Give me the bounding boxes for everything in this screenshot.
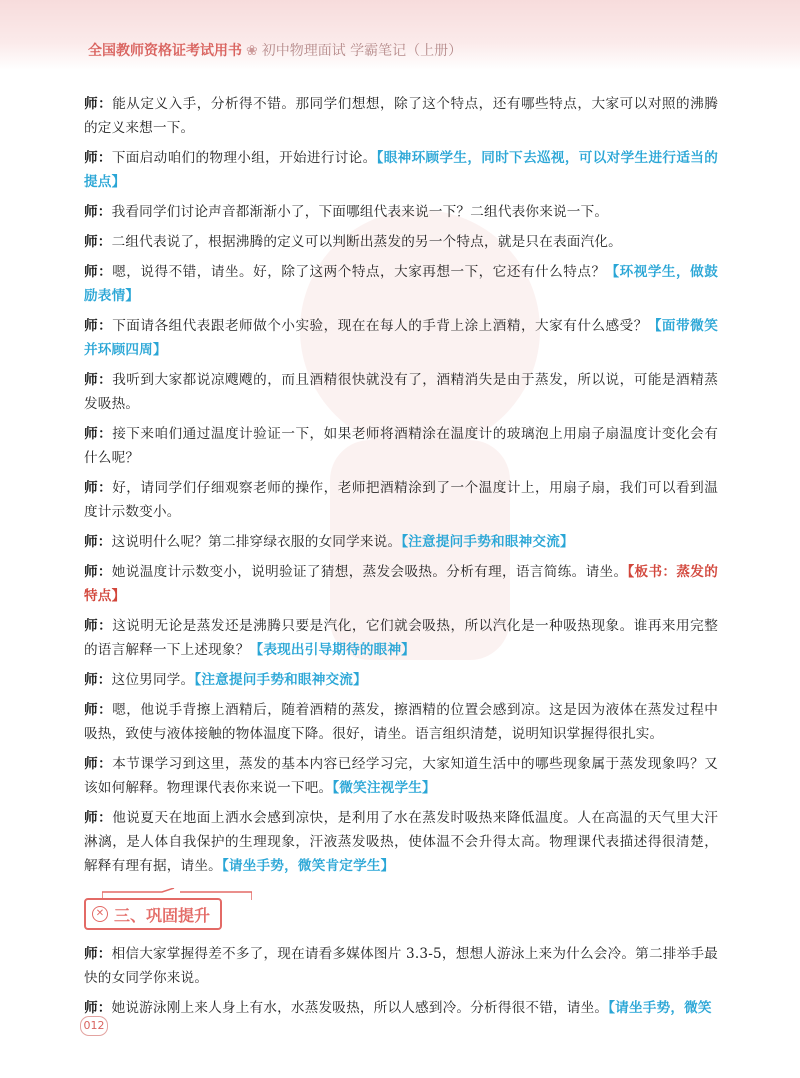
speaker-label: 师： — [84, 264, 113, 280]
speaker-label: 师： — [84, 564, 112, 580]
speaker-label: 师： — [84, 426, 113, 442]
dialogue-line — [84, 230, 718, 254]
teaching-note: 【注意提问手势和眼神交流】 — [194, 672, 367, 688]
dialogue-text: 二组代表说了，根据沸腾的定义可以判断出蒸发的另一个特点，就是只在表面汽化。 — [111, 234, 622, 250]
speaker-label: 师： — [84, 480, 113, 496]
dialogue-text: 我听到大家都说凉飕飕的，而且酒精很快就没有了，酒精消失是由于蒸发，所以说，可能是酒精蒸发吸热。 — [84, 372, 718, 412]
dialogue-line — [84, 942, 718, 990]
dialogue-text: 好，请同学们仔细观察老师的操作，老师把酒精涂到了一个温度计上，用扇子扇，我们可以看到温度计示数变小。 — [84, 480, 718, 520]
speaker-label: 师： — [84, 702, 113, 718]
teaching-note: 【请坐手势，微笑肯定学生】 — [221, 858, 395, 874]
dialogue-text: 这说明无论是蒸发还是沸腾只要是汽化，它们就会吸热，所以汽化是一种吸热现象。谁再来用完整的语言解释一下上述现象？ — [84, 618, 718, 658]
dialogue-line — [84, 530, 718, 554]
dialogue-line — [84, 200, 718, 224]
header-subtitle: 初中物理面试 学霸笔记（上册） — [261, 43, 463, 59]
teaching-note: 【环视学生，做鼓励表情】 — [84, 264, 719, 304]
page-content — [84, 92, 718, 1026]
dialogue-text: 接下来咱们通过温度计验证一下，如果老师将酒精涂在温度计的玻璃泡上用扇子扇温度计变化会有什么呢？ — [84, 426, 718, 466]
dialogue-line — [84, 698, 718, 746]
dialogue-line — [84, 368, 718, 416]
dialogue-line — [84, 752, 718, 800]
circle-x-icon: ✕ — [92, 906, 108, 922]
dialogue-text: 我看同学们讨论声音都渐渐小了，下面哪组代表来说一下？二组代表你来说一下。 — [111, 204, 609, 220]
dialogue-line — [84, 668, 718, 692]
dialogue-text: 本节课学习到这里，蒸发的基本内容已经学习完，大家知道生活中的哪些现象属于蒸发现象吗？又该如何解释。物理课代表你来说一下吧。 — [84, 756, 718, 796]
dialogue-line — [84, 560, 718, 608]
dialogue-line — [84, 476, 718, 524]
dialogue-text: 他说夏天在地面上洒水会感到凉快，是利用了水在蒸发时吸热来降低温度。人在高温的天气里大汗淋漓，是人体自我保护的生理现象，汗液蒸发吸热，使体温不会升得太高。物理课代表描述得很清楚，解释有理有据，请坐。 — [84, 810, 718, 874]
speaker-label: 师： — [84, 204, 112, 220]
dialogue-text: 嗯，说得不错，请坐。好，除了这两个特点，大家再想一下，它还有什么特点？ — [112, 264, 606, 280]
dialogue-text: 嗯，他说手背擦上酒精后，随着酒精的蒸发，擦酒精的位置会感到凉。这是因为液体在蒸发过程中吸热，致使与液体接触的物体温度下降。很好，请坐。语言组织清楚，说明知识掌握得很扎实。 — [84, 702, 718, 742]
dialogue-line — [84, 614, 718, 662]
dialogue-text: 下面启动咱们的物理小组，开始进行讨论。 — [111, 150, 377, 166]
dialogue-line — [84, 422, 718, 470]
page-number: 012 — [80, 1016, 108, 1036]
dialogue-block-1 — [84, 92, 718, 878]
dialogue-text: 她说游泳刚上来人身上有水，水蒸发吸热，所以人感到冷。分析得很不错，请坐。 — [111, 1000, 609, 1016]
speaker-label: 师： — [84, 372, 113, 388]
teaching-note: 【注意提问手势和眼神交流】 — [401, 534, 574, 550]
header-text — [88, 42, 462, 60]
dialogue-line — [84, 314, 718, 362]
page-header — [0, 0, 800, 70]
speaker-label: 师： — [84, 534, 112, 550]
teaching-note: 【微笑注视学生】 — [332, 780, 436, 796]
speaker-label: 师： — [84, 810, 113, 826]
speaker-label: 师： — [84, 96, 113, 112]
dialogue-text: 相信大家掌握得差不多了，现在请看多媒体图片 3.3-5，想想人游泳上来为什么会冷。第二排举手最快的女同学你来说。 — [84, 946, 718, 986]
header-title: 全国教师资格证考试用书 — [88, 43, 242, 59]
dialogue-block-2 — [84, 942, 718, 1020]
dialogue-line — [84, 806, 718, 878]
teaching-note: 【请坐手势，微笑 — [608, 1000, 712, 1016]
dialogue-text: 她说温度计示数变小，说明验证了猜想，蒸发会吸热。分析有理，语言简练。请坐。 — [111, 564, 628, 580]
speaker-label: 师： — [84, 946, 112, 962]
dialogue-text: 下面请各组代表跟老师做个小实验，现在在每人的手背上涂上酒精，大家有什么感受？ — [112, 318, 648, 334]
dialogue-text: 这说明什么呢？第二排穿绿衣服的女同学来说。 — [111, 534, 402, 550]
speaker-label: 师： — [84, 150, 112, 166]
teaching-note: 【表现出引导期待的眼神】 — [249, 642, 416, 658]
speaker-label: 师： — [84, 672, 112, 688]
speaker-label: 师： — [84, 618, 113, 634]
dialogue-line — [84, 146, 718, 194]
blackboard-note: 【板书：蒸发的特点】 — [84, 564, 718, 604]
speaker-label: 师： — [84, 756, 113, 772]
speaker-label: 师： — [84, 1000, 112, 1016]
section-label: 三、巩固提升 — [114, 905, 211, 925]
speaker-label: 师： — [84, 234, 112, 250]
dialogue-line — [84, 92, 718, 140]
section-heading — [84, 890, 718, 934]
teaching-note: 【面带微笑并环顾四周】 — [84, 318, 719, 358]
dialogue-line — [84, 996, 718, 1020]
speaker-label: 师： — [84, 318, 113, 334]
dialogue-text: 这位男同学。 — [111, 672, 195, 688]
header-separator-icon: ❀ — [246, 43, 258, 59]
dialogue-line — [84, 260, 718, 308]
section-label-box — [84, 898, 222, 930]
dialogue-text: 能从定义入手，分析得不错。那同学们想想，除了这个特点，还有哪些特点，大家可以对照的沸腾的定义来想一下。 — [84, 96, 718, 136]
teaching-note: 【眼神环顾学生，同时下去巡视，可以对学生进行适当的提点】 — [84, 150, 718, 190]
